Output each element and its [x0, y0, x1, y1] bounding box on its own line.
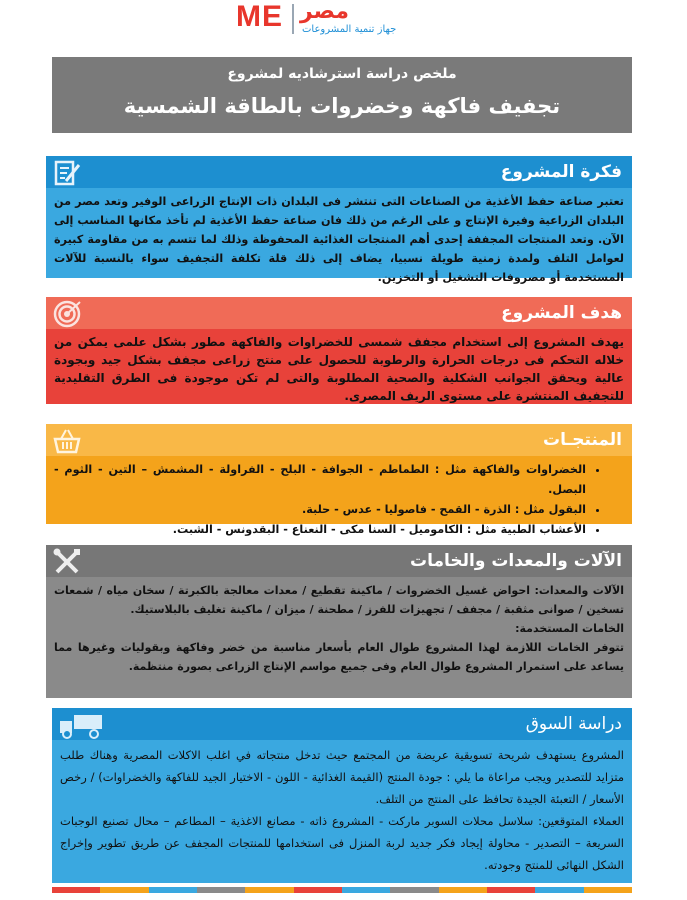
section-goal [46, 297, 632, 404]
section-market [52, 708, 632, 883]
strip-segment [294, 887, 342, 893]
logo [230, 0, 455, 40]
title-small: ملخص دراسة استرشاديه لمشروع [227, 66, 457, 82]
market-text-2: العملاء المتوقعين: سلاسل محلات السوبر ماركت - المشروع ذاته - مصانع الاغذية – المطاعم – محال تصنيع الوجبات السريعة – التصدير - محاولة إيجاد فكر جديد لربة المنزل فى استخدامها للمنتجات المجفف عن طريق تطوير وإخراج الشكل النهائى للمنتج وجودته. [60, 814, 624, 872]
machines-text: الآلات والمعدات: احواض غسيل الخضروات / ماكينة تقطيع / معدات معالجة بالكبرتة / سخان مياه / شمعات تسخين / صوانى مثقبة / مجفف / تجهيزات للفرز / مطحنة / ميزان / ماكينة تغليف بالبلاستيك. [54, 584, 624, 616]
strip-segment [149, 887, 197, 893]
section-products [46, 424, 632, 536]
bottom-color-strip [52, 887, 632, 893]
section-idea-heading: فكرة المشروع [46, 156, 632, 188]
strip-segment [390, 887, 438, 893]
strip-segment [245, 887, 293, 893]
truck-icon [58, 711, 108, 739]
section-products-list [46, 458, 632, 542]
section-equipment-heading: الآلات والمعدات والخامات [46, 545, 632, 577]
strip-segment [439, 887, 487, 893]
notepad-pencil-icon [52, 159, 82, 187]
strip-segment [52, 887, 100, 893]
market-text-1: المشروع يستهدف شريحة تسويقية عريضة من المجتمع حيث تدخل منتجاته في اغلب الاكلات المصرية وهناك طلب متزايد للتصدير ويجب مراعاة ما يلي : جودة المنتج (القيمة الغذائية - اللون - الاختيار الجيد للفاكهة والخضراوات) / رخص الأسعار / التعبئة الجيدة تحافظ على المنتج من التلف. [60, 748, 624, 806]
logo-me: ME [236, 0, 283, 33]
strip-segment [197, 887, 245, 893]
tools-icon [52, 548, 82, 576]
section-idea-text: تعتبر صناعة حفظ الأغذية من الصناعات التى تنتشر فى البلدان ذات الإنتاج الزراعى الوفير وتعد مصر من البلدان الزراعية وفيرة الإنتاج و على الرغم من ذلك فان صناعة حفظ الأغذية لم تأخذ مكانها المناسب إلى الآن. وتعد المنتجات المجففة إحدى أهم المنتجات الغذائية المحفوظة وذلك لما تتسم به من مقاومة كبيرة لعوامل التلف ولمدة زمنية طويلة نسبيا، يضاف إلى ذلك قلة تكلفة التجفيف سواء بالنسبة للآلات المستخدمة أو مصروفات التشغيل أو التخزين. [54, 195, 624, 284]
section-market-body [52, 742, 632, 878]
logo-name: مصر [300, 0, 349, 24]
section-market-heading: دراسة السوق [52, 708, 632, 740]
section-idea [46, 156, 632, 284]
strip-segment [100, 887, 148, 893]
strip-segment [342, 887, 390, 893]
section-goal-heading: هدف المشروع [46, 297, 632, 329]
strip-segment [535, 887, 583, 893]
target-icon [52, 300, 82, 328]
section-equipment-body [46, 579, 632, 678]
materials-label: الخامات المستخدمة: [515, 622, 624, 635]
basket-icon [52, 427, 82, 455]
strip-segment [584, 887, 632, 893]
section-goal-text: يهدف المشروع إلى استخدام مجفف شمسى للخضراوات والفاكهة مطور بشكل علمى يمكن من خلاله التحكم فى درجات الحرارة والرطوبة للحصول على منتج زراعى مجفف بشكل جيد وبجودة عالية ويحقق الجوانب الشكلية والصحية المطلوبة والتى لم تكن موجودة فى الطرق التقليدية للتجفيف المنتشرة على مستوى الريف المصرى. [54, 335, 624, 403]
materials-text: تتوفر الخامات اللازمة لهذا المشروع طوال العام بأسعار مناسبة من خضر وفاكهة وبقوليات وغيرها مما يساعد على استمرار المشروع طوال العام وفى جميع مواسم الإنتاج الزراعى بصورة منتظمة. [54, 641, 624, 673]
section-equipment [46, 545, 632, 698]
list-item: • الأعشاب الطبية مثل : الكاموميل - السنا مكى - النعناع - البقدونس - الشبت. [54, 520, 586, 540]
section-products-heading: المنتجـات [46, 424, 632, 456]
list-item: • البقول مثل : الذرة - القمح - فاصوليا - عدس - حلبة. [54, 500, 586, 520]
strip-segment [487, 887, 535, 893]
logo-subtitle: جهاز تنمية المشروعات [302, 24, 397, 35]
title-big: تجفيف فاكهة وخضروات بالطاقة الشمسية [123, 94, 561, 118]
logo-divider [292, 4, 294, 34]
list-item: • الخضراوات والفاكهة مثل : الطماطم - الجوافة - البلح - الفراولة - المشمش – التين - الثوم - البصل. [54, 460, 586, 500]
title-box [52, 57, 632, 133]
